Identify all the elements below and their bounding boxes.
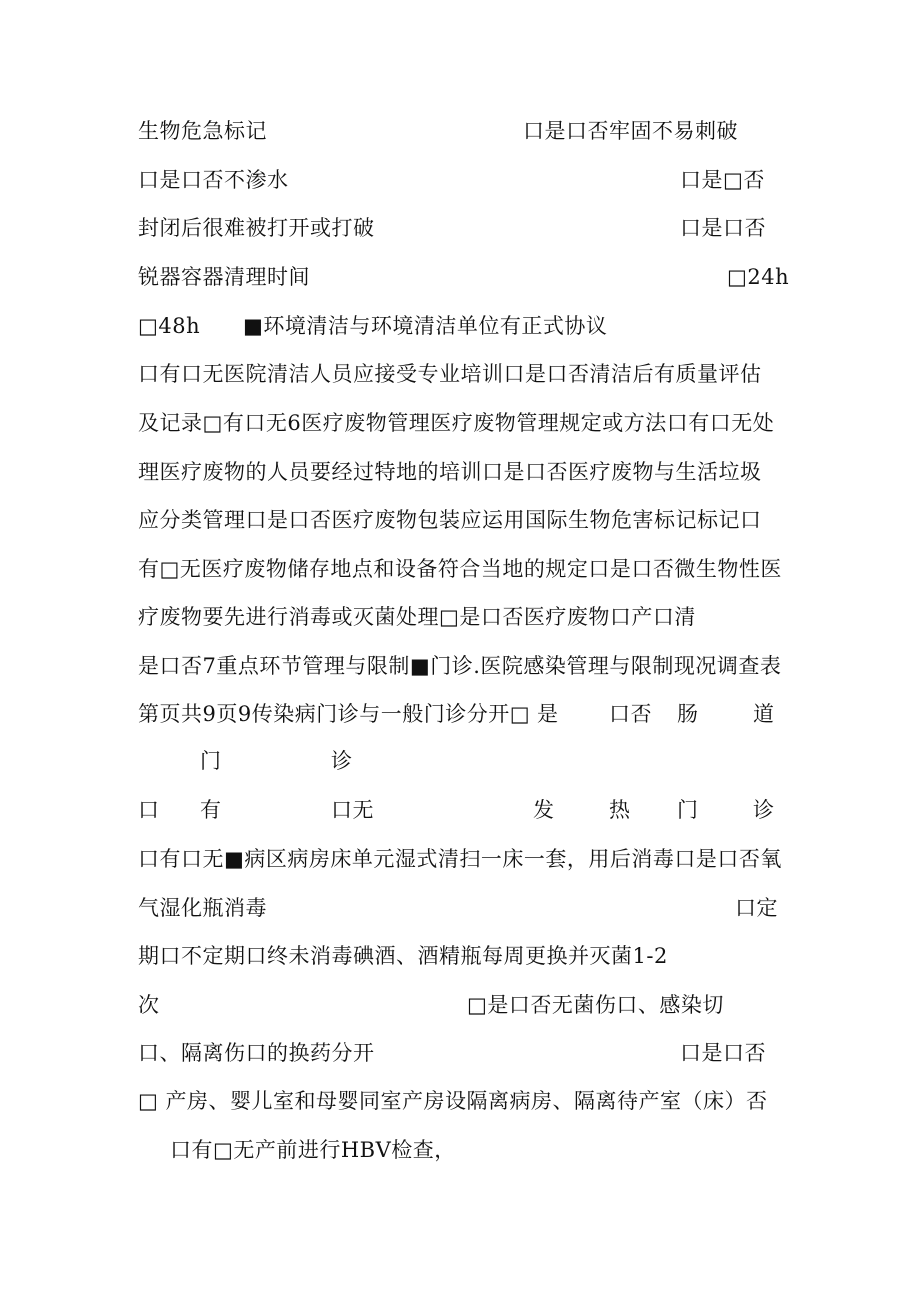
text-line: 次 [138,993,160,1017]
text-line: 发 [533,798,555,822]
text-line: 口是口否 [680,216,766,240]
text-line: □48h [138,314,201,338]
text-line: 口有口无■病区病房床单元湿式清扫一床一套，用后消毒口是口否氧 [138,847,782,871]
text-line: 道 [753,702,775,726]
text-line: 口是口否牢固不易刺破 [523,119,738,143]
text-line: 第页共9页9传染病门诊与一般门诊分开□ [138,702,531,726]
text-line: 应分类管理口是口否医疗废物包装应运用国际生物危害标记标记口 [138,508,762,532]
text-line: 诊 [331,749,353,773]
text-line: 疗废物要先进行消毒或灭菌处理□是口否医疗废物口产口清 [138,605,696,629]
text-line: 口定 [735,896,778,920]
text-line: 生物危急标记 [138,119,267,143]
text-line: 有 [200,798,222,822]
text-line: 锐器容器清理时间 [138,265,310,289]
text-line: 口是□否 [680,168,765,192]
text-line: 诊 [753,798,775,822]
text-line: 口是口否不渗水 [138,168,289,192]
text-line: 理医疗废物的人员要经过特地的培训口是口否医疗废物与生活垃圾 [138,460,762,484]
text-line: 口有口无医院清洁人员应接受专业培训口是口否清洁后有质量评估 [138,362,762,386]
text-line: 及记录□有口无6医疗废物管理医疗废物管理规定或方法口有口无处 [138,411,775,435]
text-line: 有□无医疗废物储存地点和设备符合当地的规定口是口否微生物性医 [138,557,782,581]
text-line: □24h [727,265,790,289]
text-line: 口有□无产前进行HBV检查， [170,1138,456,1162]
text-line: 是口否7重点环节管理与限制■门诊.医院感染管理与限制现况调查表 [138,654,782,678]
text-line: 期口不定期口终未消毒碘酒、酒精瓶每周更换并灭菌1-2 [138,944,668,968]
text-line: 门 [677,798,699,822]
text-line: □是口否无菌伤口、感染切 [467,993,724,1017]
text-line: 气湿化瓶消毒 [138,896,267,920]
text-line: 肠 [677,702,699,726]
text-line: 口无 [331,798,374,822]
text-line: ■环境清洁与环境清洁单位有正式协议 [243,314,608,338]
text-line: 口是口否 [680,1041,766,1065]
text-line: 口、隔离伤口的换药分开 [138,1041,375,1065]
text-line: 口 [138,798,160,822]
text-line: 口否 [609,702,652,726]
text-line: □ 产房、婴儿室和母婴同室产房设隔离病房、隔离待产室（床）否 [138,1089,768,1113]
text-line: 门 [200,749,222,773]
text-line: 封闭后很难被打开或打破 [138,216,375,240]
text-line: 是 [537,702,559,726]
text-line: 热 [609,798,631,822]
